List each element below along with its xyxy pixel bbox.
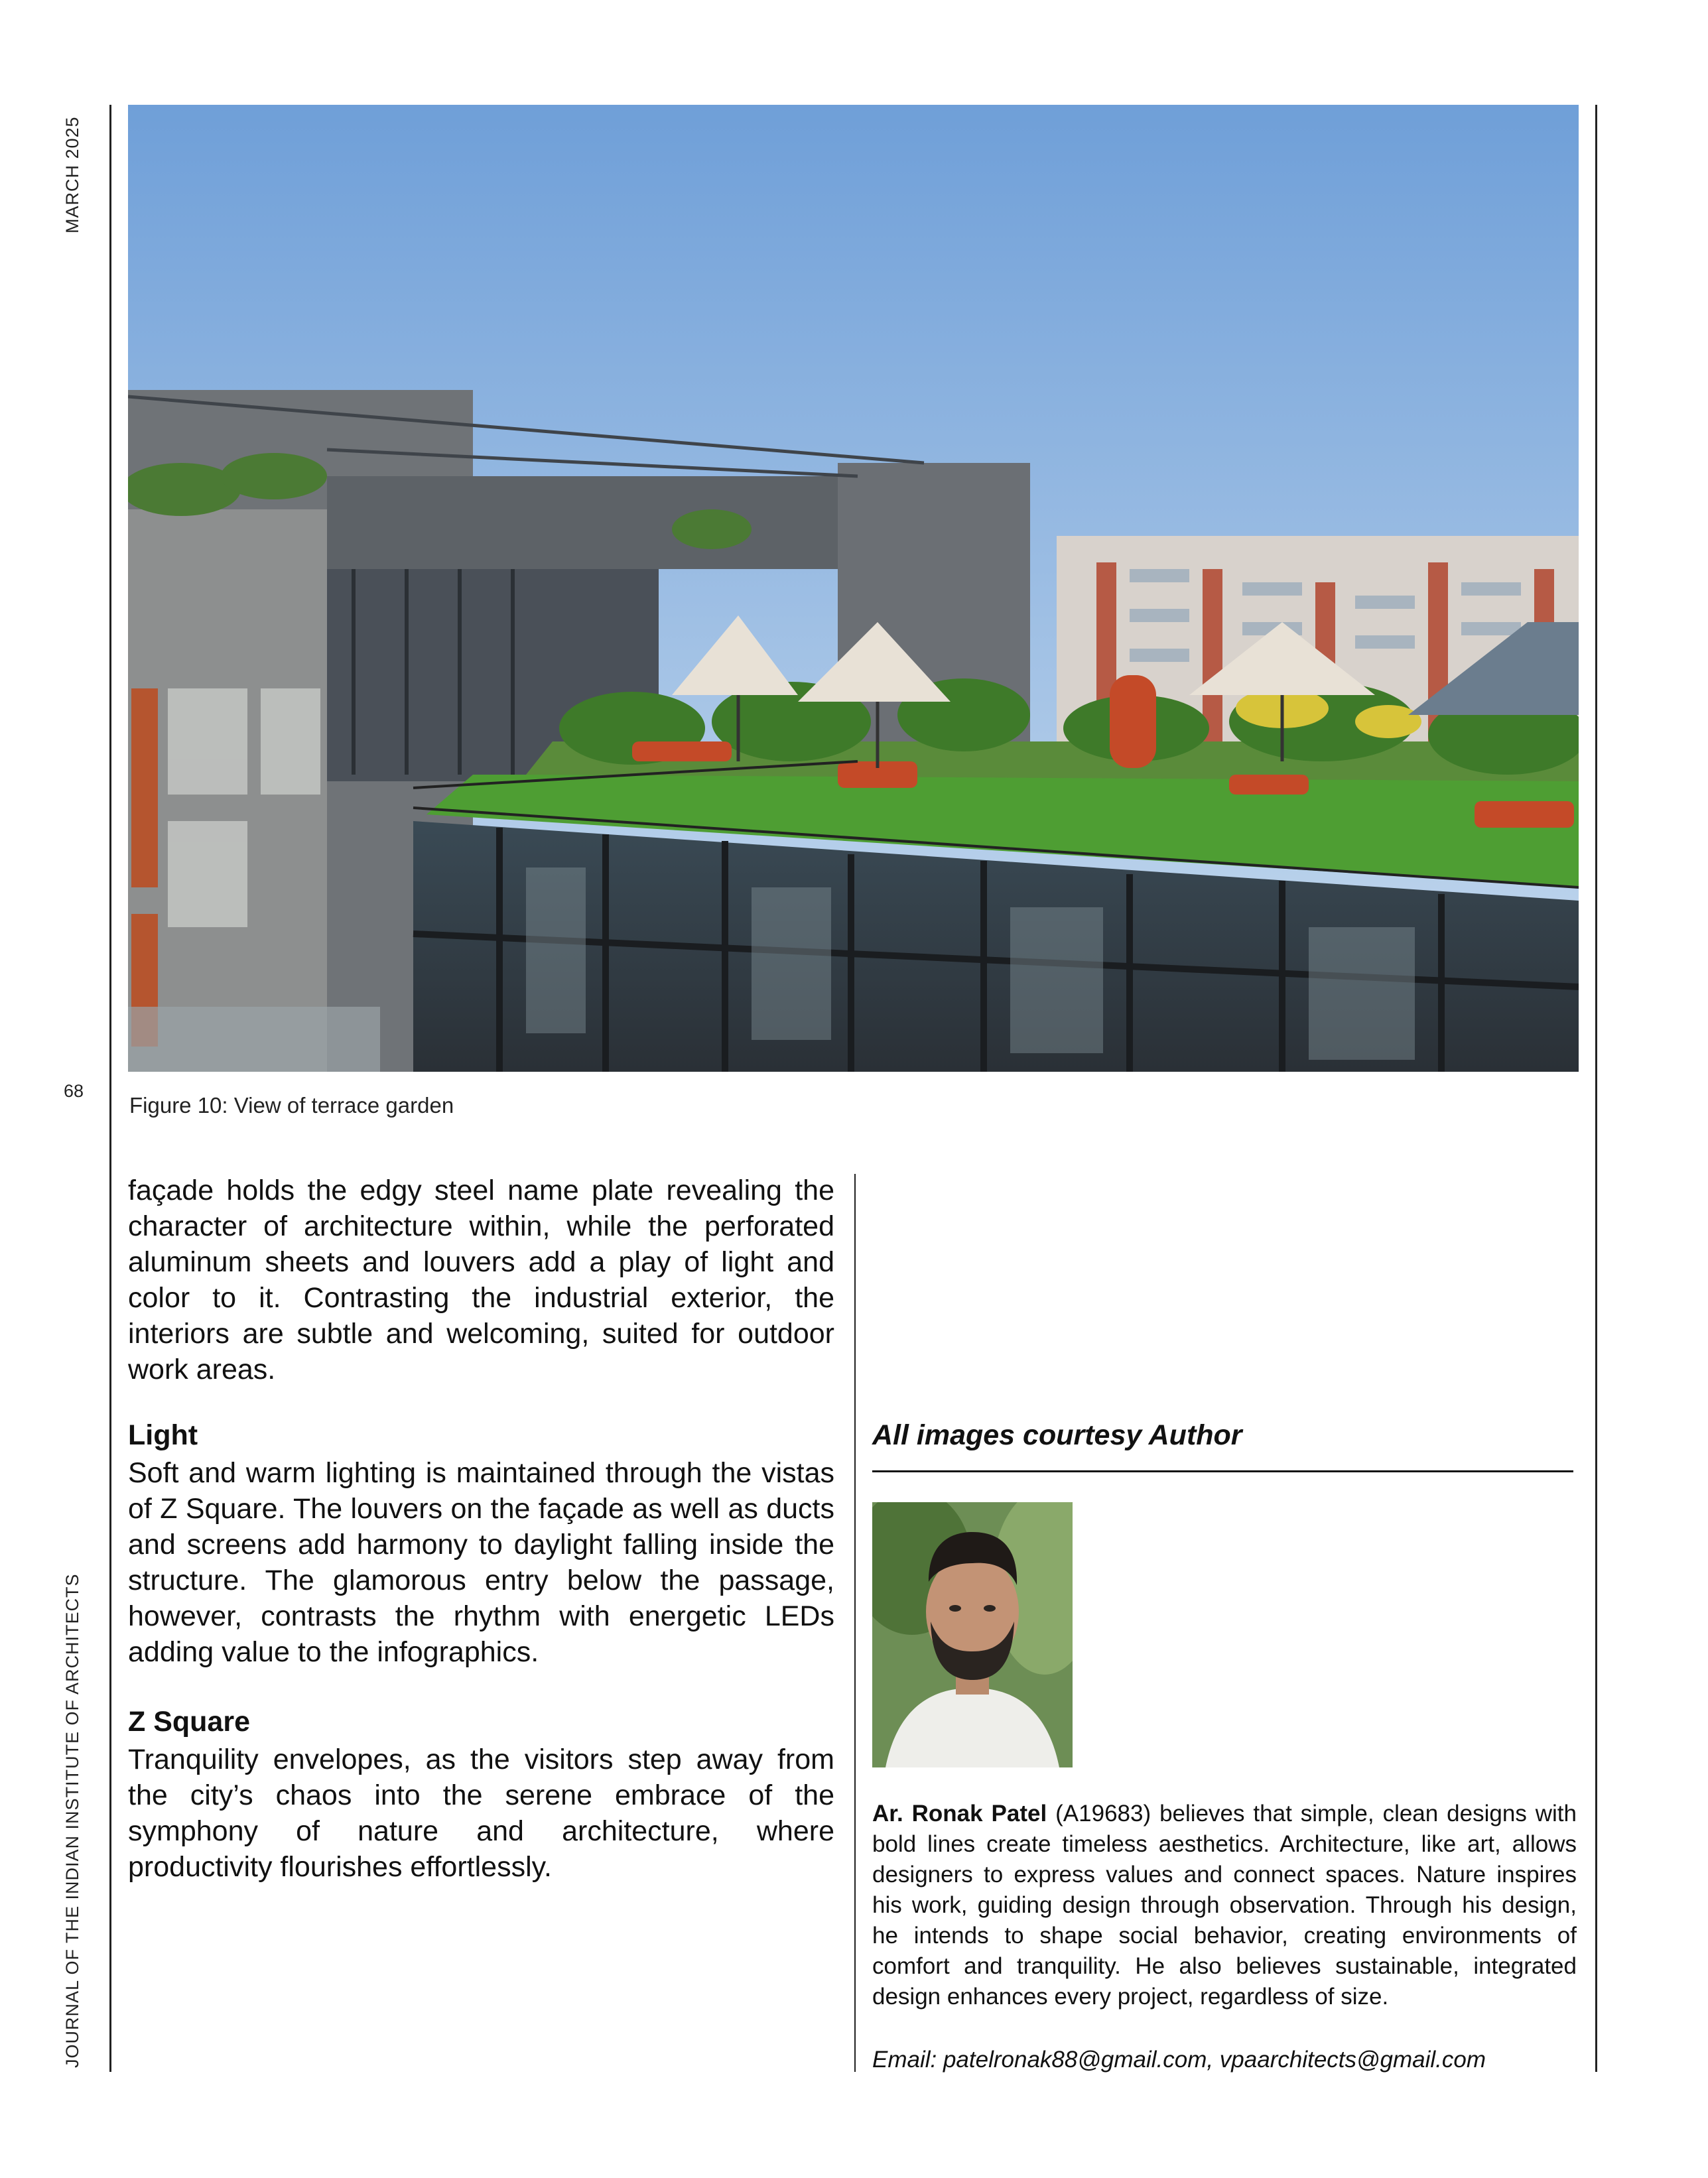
terrace-garden-photo — [128, 105, 1579, 1072]
light-paragraph: Soft and warm lighting is maintained through the vistas of Z Square. The louvers on the façade as well as ducts and screens add harmony to daylight falling inside the structure. The glamorous entry below the passage, however, contrasts the rhythm with energetic LEDs adding value to the infographics. — [128, 1457, 834, 1668]
author-email: Email: patelronak88@gmail.com, vpaarchitects@gmail.com — [872, 2047, 1486, 2073]
section-heading-z-square: Z Square — [128, 1706, 250, 1738]
issue-date: MARCH 2025 — [62, 116, 82, 233]
page-number: 68 — [64, 1081, 84, 1101]
image-credit: All images courtesy Author — [872, 1419, 1242, 1451]
author-portrait — [872, 1502, 1073, 1767]
column-divider-rule — [854, 1174, 856, 2072]
credit-divider — [872, 1470, 1573, 1472]
section-heading-light: Light — [128, 1419, 198, 1451]
z-square-paragraph: Tranquility envelopes, as the visitors step away from the city’s chaos into the serene embrace of the symphony of nature and architecture, where productivity flourishes effortlessly. — [128, 1744, 834, 1883]
author-bio — [872, 1799, 1577, 2012]
author-name: Ar. Ronak Patel — [872, 1801, 1047, 1826]
intro-paragraph: façade holds the edgy steel name plate revealing the character of architecture within, while the perforated aluminum sheets and louvers add a play of light and color to it. Contrasting the industrial exterior, the interiors are subtle and welcoming, suited for outdoor work areas. — [128, 1175, 834, 1385]
figure-caption: Figure 10: View of terrace garden — [129, 1093, 454, 1118]
author-bio-text: (A19683) believes that simple, clean designs with bold lines create timeless aesthetics. Architecture, like art, allows designers to express values and connect spaces. Nature inspires his work, guiding design through observation. Through his design, he intends to shape social behavior, creating environments of comfort and tranquility. He also believes sustainable, integrated design enhances every project, regardless of size. — [872, 1801, 1577, 2010]
left-margin-rule — [109, 105, 111, 2072]
journal-name: JOURNAL OF THE INDIAN INSTITUTE OF ARCHITECTS — [62, 1573, 82, 2068]
right-margin-rule — [1595, 105, 1597, 2072]
